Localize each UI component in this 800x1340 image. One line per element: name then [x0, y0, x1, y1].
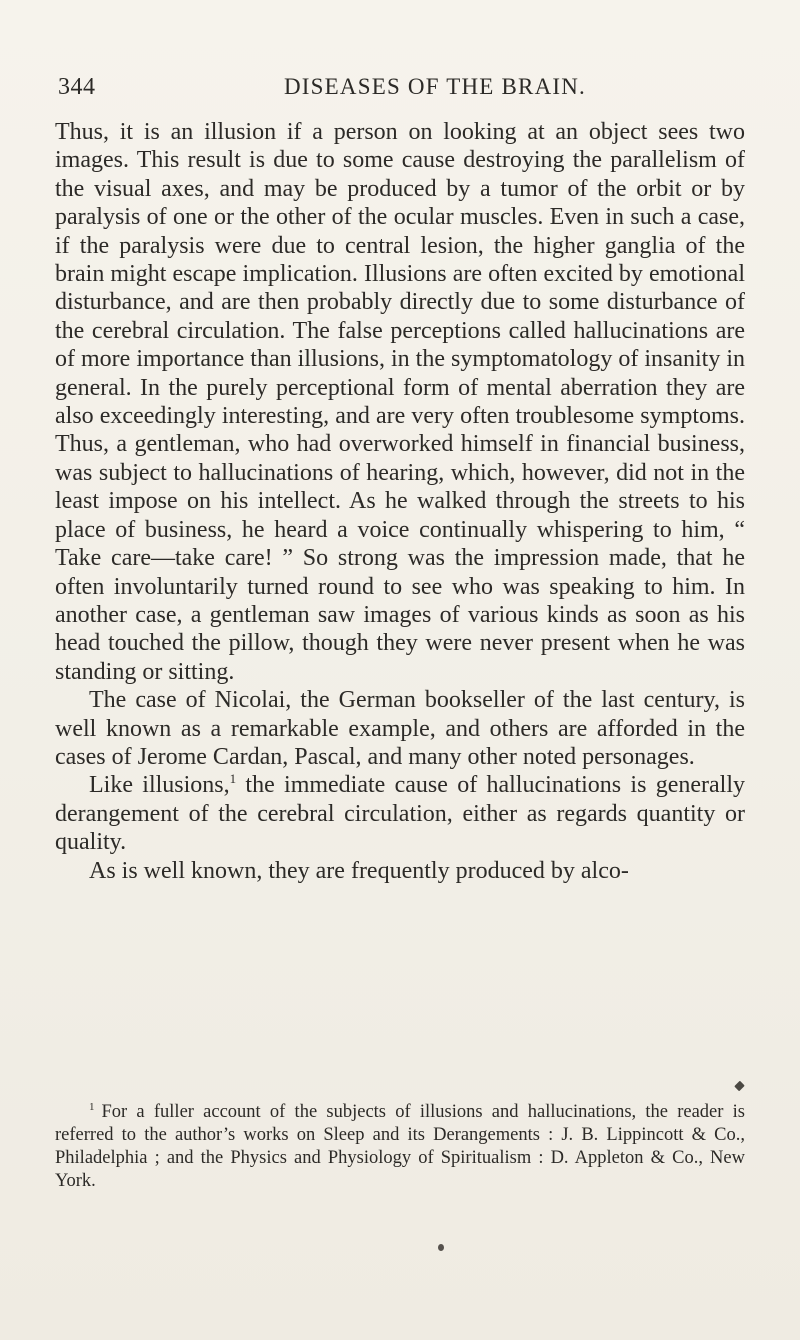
- footnote-mark: 1: [89, 1101, 95, 1113]
- running-title: DISEASES OF THE BRAIN.: [284, 74, 587, 99]
- footnote-reference: 1: [229, 771, 237, 787]
- paragraph-3-rest: the immediate cause of hallucinations is generally derangement of the cerebral circulation, either as regards quantity or quality.: [55, 772, 745, 856]
- running-header: [0, 74, 800, 110]
- footnote: [55, 1101, 745, 1193]
- ink-dot: [438, 1244, 444, 1251]
- body-text: [55, 118, 745, 885]
- footnote-text: For a fuller account of the subjects of illusions and hallucinations, the reader is referred to the author’s works on Sleep and its Derangements : J. B. Lippincott & Co., Philadelphia ; and the Physics and Physiology of Spiritualism : D. Appleton & Co., New York.: [55, 1102, 745, 1191]
- paragraph-2: The case of Nicolai, the German bookseller of the last century, is well known as a remarkable example, and others are afforded in the cases of Jerome Cardan, Pascal, and many other noted personages.: [55, 687, 745, 770]
- paragraph-1: Thus, it is an illusion if a person on looking at an object sees two images. This result is due to some cause destroying the parallelism of the visual axes, and may be produced by a tumor of the orbit or by paralysis of one or the other of the ocular muscles. Even in such a case, if the paralysis were due to central lesion, the higher ganglia of the brain might escape implication. Illusions are often excited by emotional disturbance, and are then probably directly due to some disturbance of the cerebral circulation. The false perceptions called hallucinations are of more importance than illusions, in the symptomatology of insanity in general. In the purely perceptional form of mental aberration they are also exceedingly interesting, and are very often troublesome symptoms. Thus, a gentleman, who had overworked himself in financial business, was subject to hallucinations of hearing, which, however, did not in the least impose on his intellect. As he walked through the streets to his place of business, he heard a voice continually whispering to him, “ Take care—take care! ” So strong was the impression made, that he often involuntarily turned round to see who was speaking to him. In another case, a gentleman saw images of various kinds as soon as his head touched the pillow, though they were never present when he was standing or sitting.: [55, 119, 745, 685]
- paragraph-3-start: Like illusions,: [89, 772, 230, 799]
- paragraph-3: [55, 771, 745, 856]
- paragraph-4: As is well known, they are frequently produced by alco-: [89, 857, 629, 884]
- ink-mark: [734, 1081, 745, 1092]
- page-number: 344: [58, 74, 96, 100]
